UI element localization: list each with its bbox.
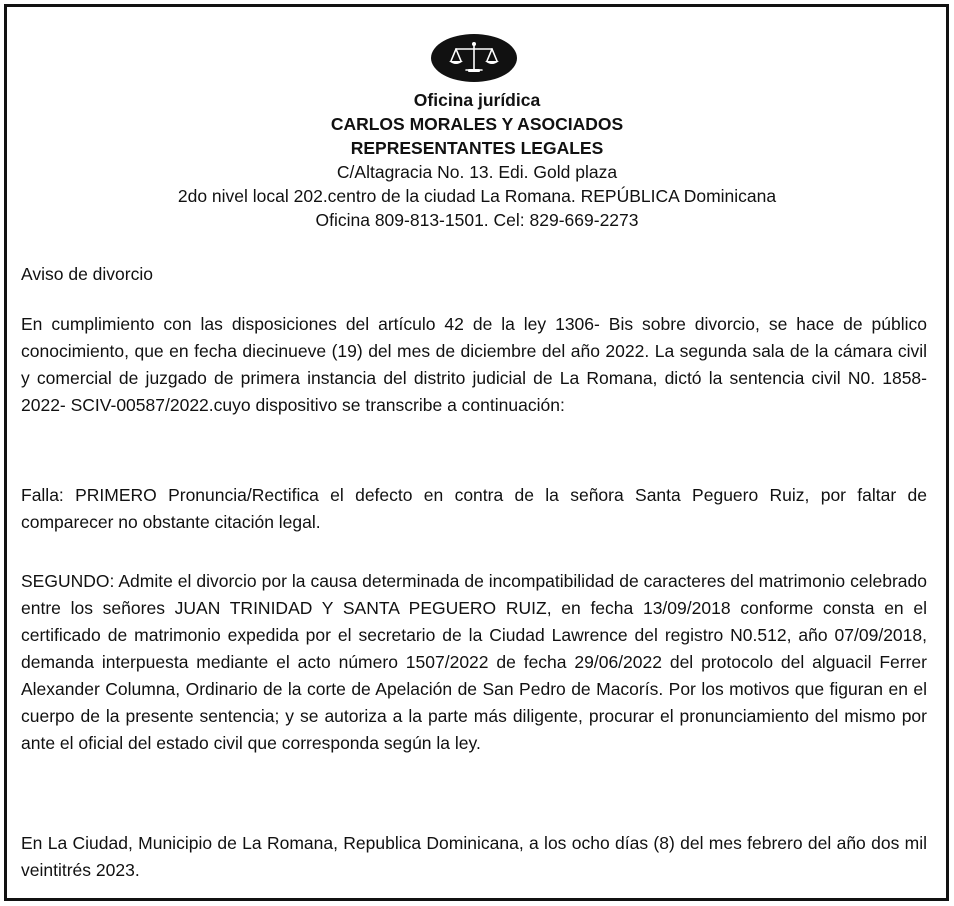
- address-line-1: C/Altagracia No. 13. Edi. Gold plaza: [336, 162, 618, 182]
- address-line-2: 2do nivel local 202.centro de la ciudad La Romana. REPÚBLICA Dominicana: [177, 186, 777, 206]
- firm-name: CARLOS MORALES Y ASOCIADOS: [330, 114, 624, 134]
- phone-numbers: Oficina 809-813-1501. Cel: 829-669-2273: [315, 210, 639, 230]
- firm-role: REPRESENTANTES LEGALES: [350, 138, 604, 158]
- notice-paragraph-1: En cumplimiento con las disposiciones del artículo 42 de la ley 1306- Bis sobre divorcio, se hace de público conocimiento, que en fecha diecinueve (19) del mes de diciembre del año 2022. La segunda sala de la cámara civil y comercial de juzgado de primera instancia del distrito judicial de La Romana, dictó la sentencia civil N0. 1858-2022- SCIV-00587/2022.cuyo dispositivo se transcribe a continuación:: [21, 314, 927, 415]
- notice-title: Aviso de divorcio: [21, 264, 153, 284]
- letterhead: [0, 88, 954, 232]
- scales-of-justice-icon: [430, 33, 518, 83]
- office-label: Oficina jurídica: [413, 90, 541, 110]
- notice-paragraph-2: Falla: PRIMERO Pronuncia/Rectifica el defecto en contra de la señora Santa Peguero Ruiz, por faltar de comparecer no obstante citación legal.: [21, 485, 927, 532]
- notice-paragraph-4: En La Ciudad, Municipio de La Romana, Republica Dominicana, a los ocho días (8) del mes febrero del año dos mil veintitrés 2023.: [21, 833, 927, 880]
- notice-paragraph-3: SEGUNDO: Admite el divorcio por la causa determinada de incompatibilidad de caracteres del matrimonio celebrado entre los señores JUAN TRINIDAD Y SANTA PEGUERO RUIZ, en fecha 13/09/2018 conforme consta en el certificado de matrimonio expedida por el secretario de la Ciudad Lawrence del registro N0.512, año 07/09/2018, demanda interpuesta mediante el acto número 1507/2022 de fecha 29/06/2022 del protocolo del alguacil Ferrer Alexander Columna, Ordinario de la corte de Apelación de San Pedro de Macorís. Por los motivos que figuran en el cuerpo de la presente sentencia; y se autoriza a la parte más diligente, procurar el pronunciamiento del mismo por ante el oficial del estado civil que corresponda según la ley.: [21, 571, 927, 753]
